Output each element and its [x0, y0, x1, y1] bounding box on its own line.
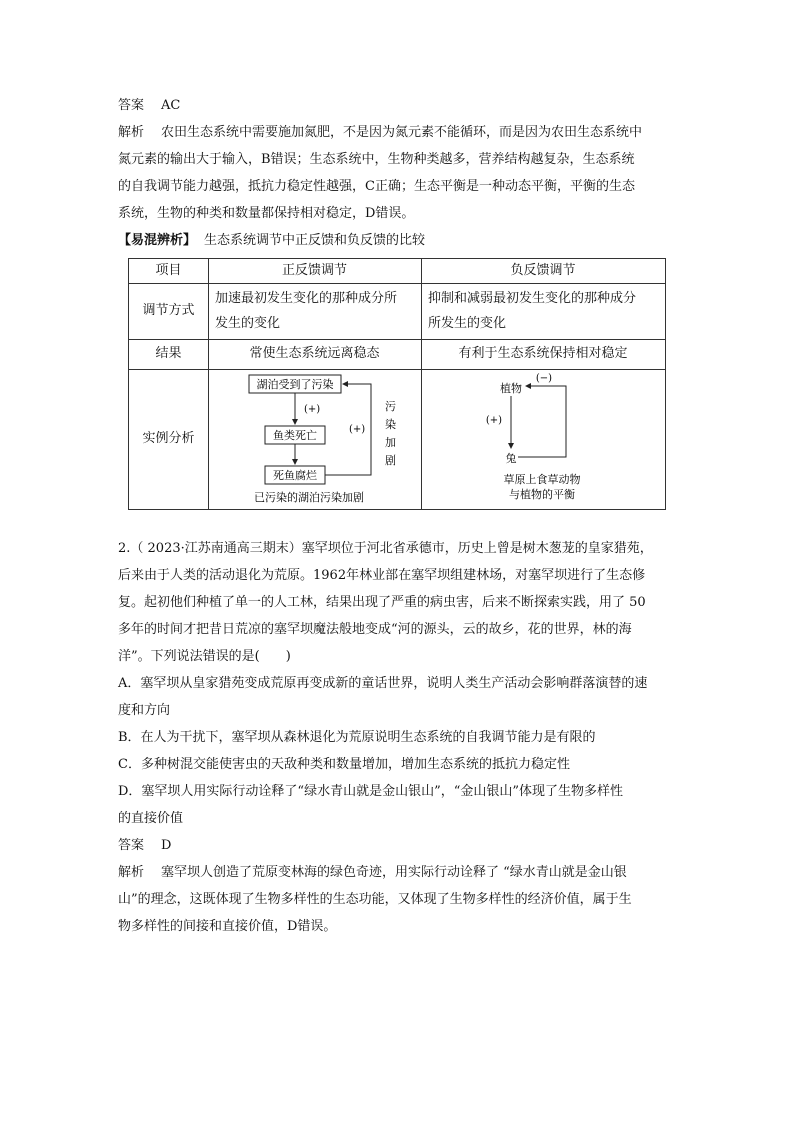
row-label-result: 结果 — [155, 346, 182, 361]
row-label-mode: 调节方式 — [142, 303, 195, 318]
answer-line-1 — [118, 97, 180, 115]
result-positive: 常使生态系统远离稳态 — [249, 346, 380, 361]
positive-feedback-diagram — [209, 370, 420, 508]
table-header-positive: 正反馈调节 — [281, 263, 347, 278]
table-header-item: 项目 — [155, 263, 182, 278]
comparison-table — [128, 258, 666, 510]
box-fish-death-label: 鱼类死亡 — [273, 429, 317, 442]
answer-label: 答案 — [118, 838, 145, 853]
mode-negative-line: 抑制和减弱最初发生变化的那种成分 — [428, 291, 637, 306]
analysis-line: 物多样性的间接和直接价值，D错误。 — [118, 919, 337, 934]
analysis-text: 的自我调节能力越强，抵抗力稳定性越强，C正确；生态平衡是一种动态平衡，平衡的生态 — [118, 179, 635, 194]
option-d: D．塞罕坝人用实际行动诠释了“绿水青山就是金山银山”，“金山银山”体现了生物多样性 — [118, 784, 624, 799]
analysis-text: 系统，生物的种类和数量都保持相对稳定，D错误。 — [118, 206, 415, 221]
table-header-negative: 负反馈调节 — [510, 263, 576, 278]
positive-caption: 已污染的湖泊污染加剧 — [254, 491, 364, 504]
mode-positive-line: 加速最初发生变化的那种成分所 — [215, 291, 398, 306]
confusion-heading — [118, 232, 425, 250]
box-fish-rot-label: 死鱼腐烂 — [273, 469, 317, 482]
answer-line-2 — [118, 837, 171, 855]
mode-negative-line: 所发生的变化 — [428, 316, 507, 331]
option-d-cont: 的直接价值 — [118, 811, 184, 826]
negative-feedback-diagram — [422, 370, 665, 508]
sign-minus: (−) — [535, 373, 553, 384]
option-a: A．塞罕坝从皇家猎苑变成荒原再变成新的童话世界，说明人类生产活动会影响群落演替的速 — [118, 676, 648, 691]
analysis-line — [118, 205, 414, 223]
answer-label: 答案 — [118, 98, 145, 113]
question-2-line: 复。起初他们种植了单一的人工林，结果出现了严重的病虫害，后来不断探索实践，用了 50 — [118, 595, 646, 610]
option-b: B．在人为干扰下，塞罕坝从森林退化为荒原说明生态系统的自我调节能力是有限的 — [118, 730, 596, 745]
confusion-title: 生态系统调节中正反馈和负反馈的比较 — [204, 233, 426, 248]
negative-caption-line: 与植物的平衡 — [509, 488, 575, 501]
question-2-line: 后来由于人类的活动退化为荒原。1962年林业部在塞罕坝组建林场，对塞罕坝进行了生态修 — [118, 568, 646, 583]
analysis-line — [118, 124, 642, 142]
analysis-line: 山”的理念，这既体现了生物多样性的生态功能，又体现了生物多样性的经济价值，属于生 — [118, 892, 632, 907]
box-lake-polluted-label: 湖泊受到了污染 — [256, 378, 334, 391]
analysis-text: 塞罕坝人创造了荒原变林海的绿色奇迹，用实际行动诠释了 “绿水青山就是金山银 — [161, 865, 627, 880]
answer-value: AC — [161, 98, 181, 113]
side-label-char: 污 — [385, 400, 396, 413]
sign-plus: (+) — [485, 415, 503, 426]
analysis-label: 解析 — [118, 865, 145, 880]
answer-value: D — [161, 838, 172, 853]
confusion-tag: 【易混辨析】 — [118, 233, 197, 248]
side-label-char: 染 — [385, 418, 396, 431]
negative-caption-line: 草原上食草动物 — [503, 473, 581, 486]
node-plant: 植物 — [500, 382, 522, 395]
sign-plus-2: (+) — [349, 424, 366, 435]
mode-positive — [215, 286, 420, 338]
row-label-example: 实例分析 — [142, 431, 195, 446]
mode-negative — [428, 286, 664, 338]
analysis-line — [118, 178, 635, 196]
analysis-label: 解析 — [118, 125, 145, 140]
analysis-line — [118, 864, 627, 882]
arrow-rabbit-to-plant — [518, 386, 566, 457]
question-2-line: 2.（ 2023·江苏南通高三期末）塞罕坝位于河北省承德市，历史上曾是树木葱茏的皇家猎苑， — [118, 541, 653, 556]
analysis-text: 农田生态系统中需要施加氮肥，不是因为氮元素不能循环，而是因为农田生态系统中 — [161, 125, 643, 140]
option-c: C．多种树混交能使害虫的天敌种类和数量增加，增加生态系统的抵抗力稳定性 — [118, 757, 570, 772]
analysis-text: 氮元素的输出大于输入，B错误；生态系统中，生物种类越多，营养结构越复杂，生态系统 — [118, 152, 635, 167]
option-a-cont: 度和方向 — [118, 703, 171, 718]
side-label-char: 剧 — [385, 454, 396, 467]
question-2-line: 洋”。下列说法错误的是( ) — [118, 649, 291, 664]
side-label-char: 加 — [385, 436, 396, 449]
sign-plus-1: (+) — [304, 404, 321, 415]
question-2-line: 多年的时间才把昔日荒凉的塞罕坝魔法般地变成“河的源头，云的故乡，花的世界，林的海 — [118, 622, 632, 637]
analysis-line — [118, 151, 635, 169]
result-negative: 有利于生态系统保持相对稳定 — [458, 346, 628, 361]
mode-positive-line: 发生的变化 — [215, 316, 281, 331]
node-rabbit: 兔 — [505, 452, 517, 465]
